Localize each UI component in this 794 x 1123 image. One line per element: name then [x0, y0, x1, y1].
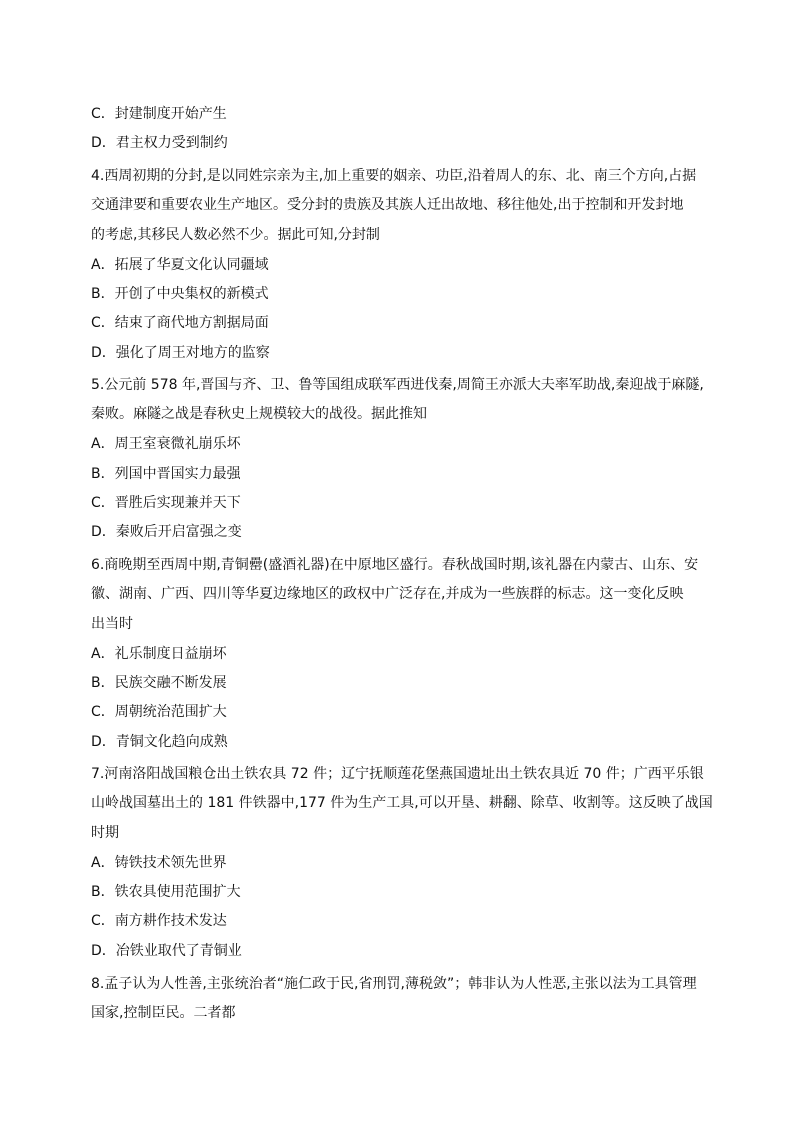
- question-5-option-b: B．列国中晋国实力最强: [91, 466, 241, 482]
- question-6-option-c: C．周朝统治范围扩大: [91, 704, 227, 720]
- question-6-text: 徽、湖南、广西、四川等华夏边缘地区的政权中广泛存在,并成为一些族群的标志。这一变化反映: [91, 586, 684, 602]
- question-7-option-c: C．南方耕作技术发达: [91, 913, 227, 929]
- question-7-text: 7.河南洛阳战国粮仓出土铁农具 72 件；辽宁抚顺莲花堡燕国遗址出土铁农具近 70 件；广西平乐银: [91, 766, 704, 782]
- question-4-text: 的考虑,其移民人数必然不少。据此可知,分封制: [91, 227, 380, 243]
- question-4-option-d: D．强化了周王对地方的监察: [91, 345, 270, 361]
- question-5-text: 5.公元前 578 年,晋国与齐、卫、鲁等国组成联军西进伐秦,周简王亦派大夫率军助战,秦迎战于麻隧,: [91, 377, 704, 393]
- question-5-option-a: A．周王室衰微礼崩乐坏: [91, 436, 241, 452]
- question-6-text: 6.商晚期至西周中期,青铜罍(盛酒礼器)在中原地区盛行。春秋战国时期,该礼器在内蒙古、山东、安: [91, 557, 699, 573]
- question-5-text: 秦败。麻隧之战是春秋史上规模较大的战役。据此推知: [91, 406, 427, 422]
- question-6-option-b: B．民族交融不断发展: [91, 675, 227, 691]
- question-6-option-d: D．青铜文化趋向成熟: [91, 734, 228, 750]
- option-d: D．君主权力受到制约: [91, 135, 228, 151]
- question-8-text: 8.孟子认为人性善,主张统治者“施仁政于民,省刑罚,薄税敛”；韩非认为人性恶,主张以法为工具管理: [91, 976, 697, 992]
- question-4-text: 4.西周初期的分封,是以同姓宗亲为主,加上重要的姻亲、功臣,沿着周人的东、北、南三个方向,占据: [91, 168, 697, 184]
- question-5-option-d: D．秦败后开启富强之变: [91, 524, 242, 540]
- question-7-option-b: B．铁农具使用范围扩大: [91, 884, 241, 900]
- question-7-text: 山岭战国墓出土的 181 件铁器中,177 件为生产工具,可以开垦、耕翻、除草、收割等。这反映了战国: [91, 795, 713, 811]
- question-7-option-d: D．冶铁业取代了青铜业: [91, 943, 242, 959]
- question-8-text: 国家,控制臣民。二者都: [91, 1005, 236, 1021]
- question-6-text: 出当时: [91, 616, 133, 632]
- question-6-option-a: A．礼乐制度日益崩坏: [91, 646, 227, 662]
- option-c: C．封建制度开始产生: [91, 106, 227, 122]
- question-7-text: 时期: [91, 825, 119, 841]
- question-4-option-a: A．拓展了华夏文化认同疆域: [91, 257, 269, 273]
- question-4-text: 交通津要和重要农业生产地区。受分封的贵族及其族人迁出故地、移往他处,出于控制和开发封地: [91, 197, 684, 213]
- question-4-option-b: B．开创了中央集权的新模式: [91, 286, 269, 302]
- question-4-option-c: C．结束了商代地方割据局面: [91, 315, 269, 331]
- question-7-option-a: A．铸铁技术领先世界: [91, 855, 227, 871]
- question-5-option-c: C．晋胜后实现兼并天下: [91, 495, 241, 511]
